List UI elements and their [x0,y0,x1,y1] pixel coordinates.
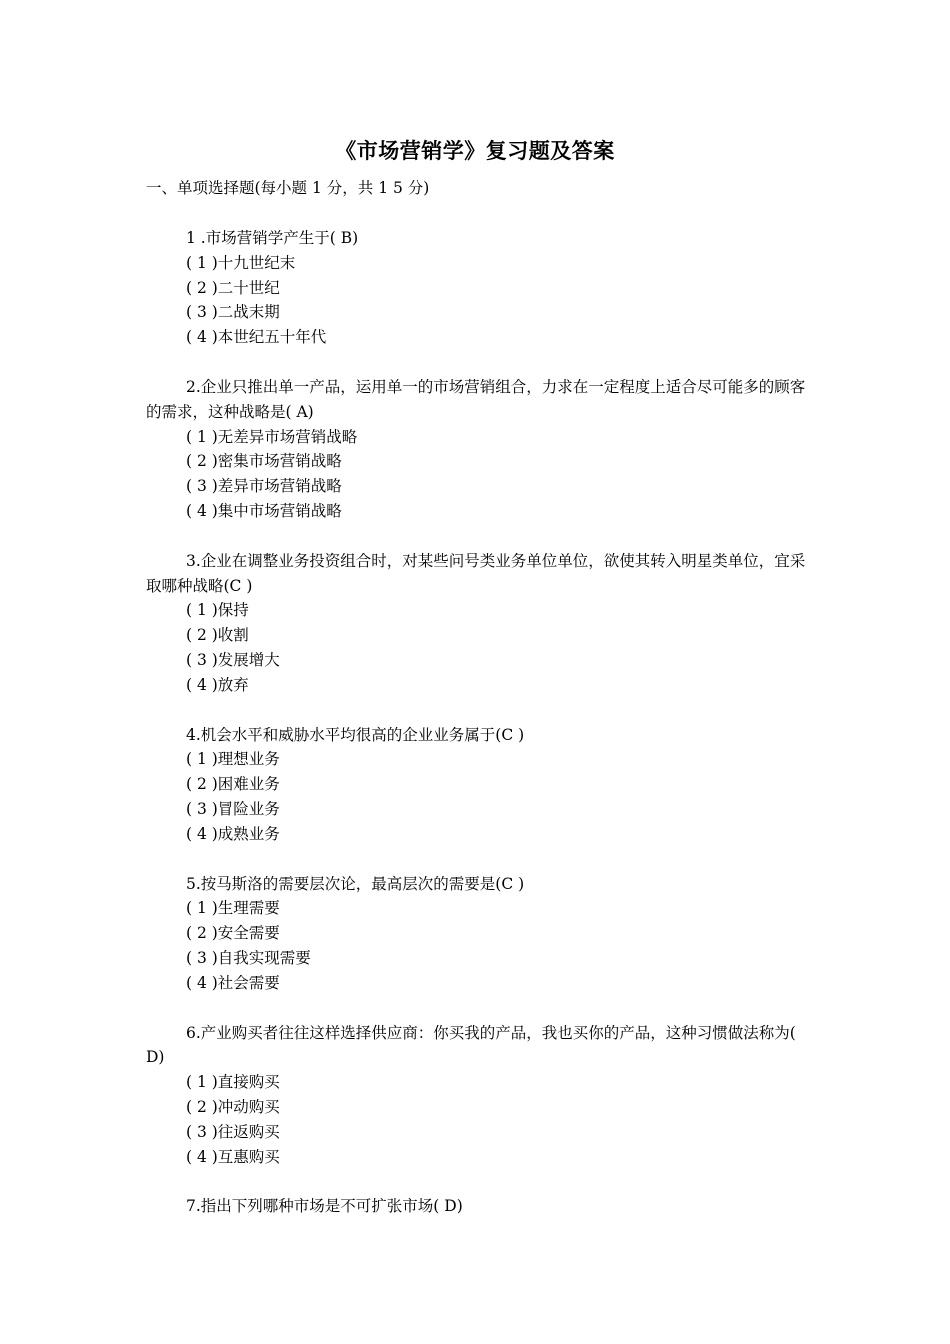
answer-option: ( 4 )互惠购买 [186,1147,280,1166]
question-item [0,1194,950,1219]
question-stem: 1 .市场营销学产生于( B) [186,229,359,247]
question-item [0,872,950,996]
question-stem: 6.产业购买者往往这样选择供应商：你买我的产品，我也买你的产品，这种习惯做法称为( D) [146,1023,796,1067]
question-stem: 4.机会水平和威胁水平均很高的企业业务属于(C ) [186,725,525,744]
answer-option: ( 2 )二十世纪 [186,278,280,297]
option-list [186,251,950,350]
answer-option: ( 2 )冲动购买 [186,1097,280,1116]
section-heading: 一、单项选择题(每小题 1 分，共 1 5 分) [146,179,430,197]
option-list [186,747,950,846]
answer-option: ( 3 )二战末期 [186,303,280,322]
answer-option: ( 3 )自我实现需要 [186,948,311,967]
answer-option: ( 1 )无差异市场营销战略 [186,427,358,446]
answer-option: ( 3 )差异市场营销战略 [186,477,342,496]
option-list [186,1070,950,1169]
question-item [0,723,950,847]
answer-option: ( 1 )十九世纪末 [186,253,296,272]
option-list [186,896,950,995]
question-item [0,549,950,698]
answer-option: ( 1 )保持 [186,601,249,620]
question-stem: 2.企业只推出单一产品，运用单一的市场营销组合，力求在一定程度上适合尽可能多的顾客的需求，这种战略是( A) [146,377,806,421]
answer-option: ( 2 )收割 [186,626,249,645]
answer-option: ( 2 )困难业务 [186,775,280,794]
question-stem: 7.指出下列哪种市场是不可扩张市场( D) [186,1197,463,1216]
answer-option: ( 4 )成熟业务 [186,824,280,843]
answer-option: ( 3 )冒险业务 [186,799,280,818]
question-item [0,1021,950,1170]
answer-option: ( 1 )直接购买 [186,1073,280,1092]
option-list [186,598,950,697]
question-stem: 5.按马斯洛的需要层次论，最高层次的需要是(C ) [186,874,525,893]
answer-option: ( 2 )安全需要 [186,924,280,943]
answer-option: ( 2 )密集市场营销战略 [186,452,342,471]
question-list [0,226,950,1244]
answer-option: ( 1 )生理需要 [186,899,280,918]
question-item [0,226,950,350]
answer-option: ( 4 )放弃 [186,675,249,694]
option-list [186,425,950,524]
answer-option: ( 4 )本世纪五十年代 [186,328,327,347]
answer-option: ( 1 )理想业务 [186,750,280,769]
answer-option: ( 4 )社会需要 [186,973,280,992]
question-stem: 3.企业在调整业务投资组合时，对某些问号类业务单位单位，欲使其转入明星类单位，宜采取哪种战略(C ) [146,551,806,595]
answer-option: ( 3 )发展增大 [186,650,280,669]
answer-option: ( 3 )往返购买 [186,1122,280,1141]
document-title: 《市场营销学》复习题及答案 [335,138,615,163]
answer-option: ( 4 )集中市场营销战略 [186,501,342,520]
question-item [0,375,950,524]
